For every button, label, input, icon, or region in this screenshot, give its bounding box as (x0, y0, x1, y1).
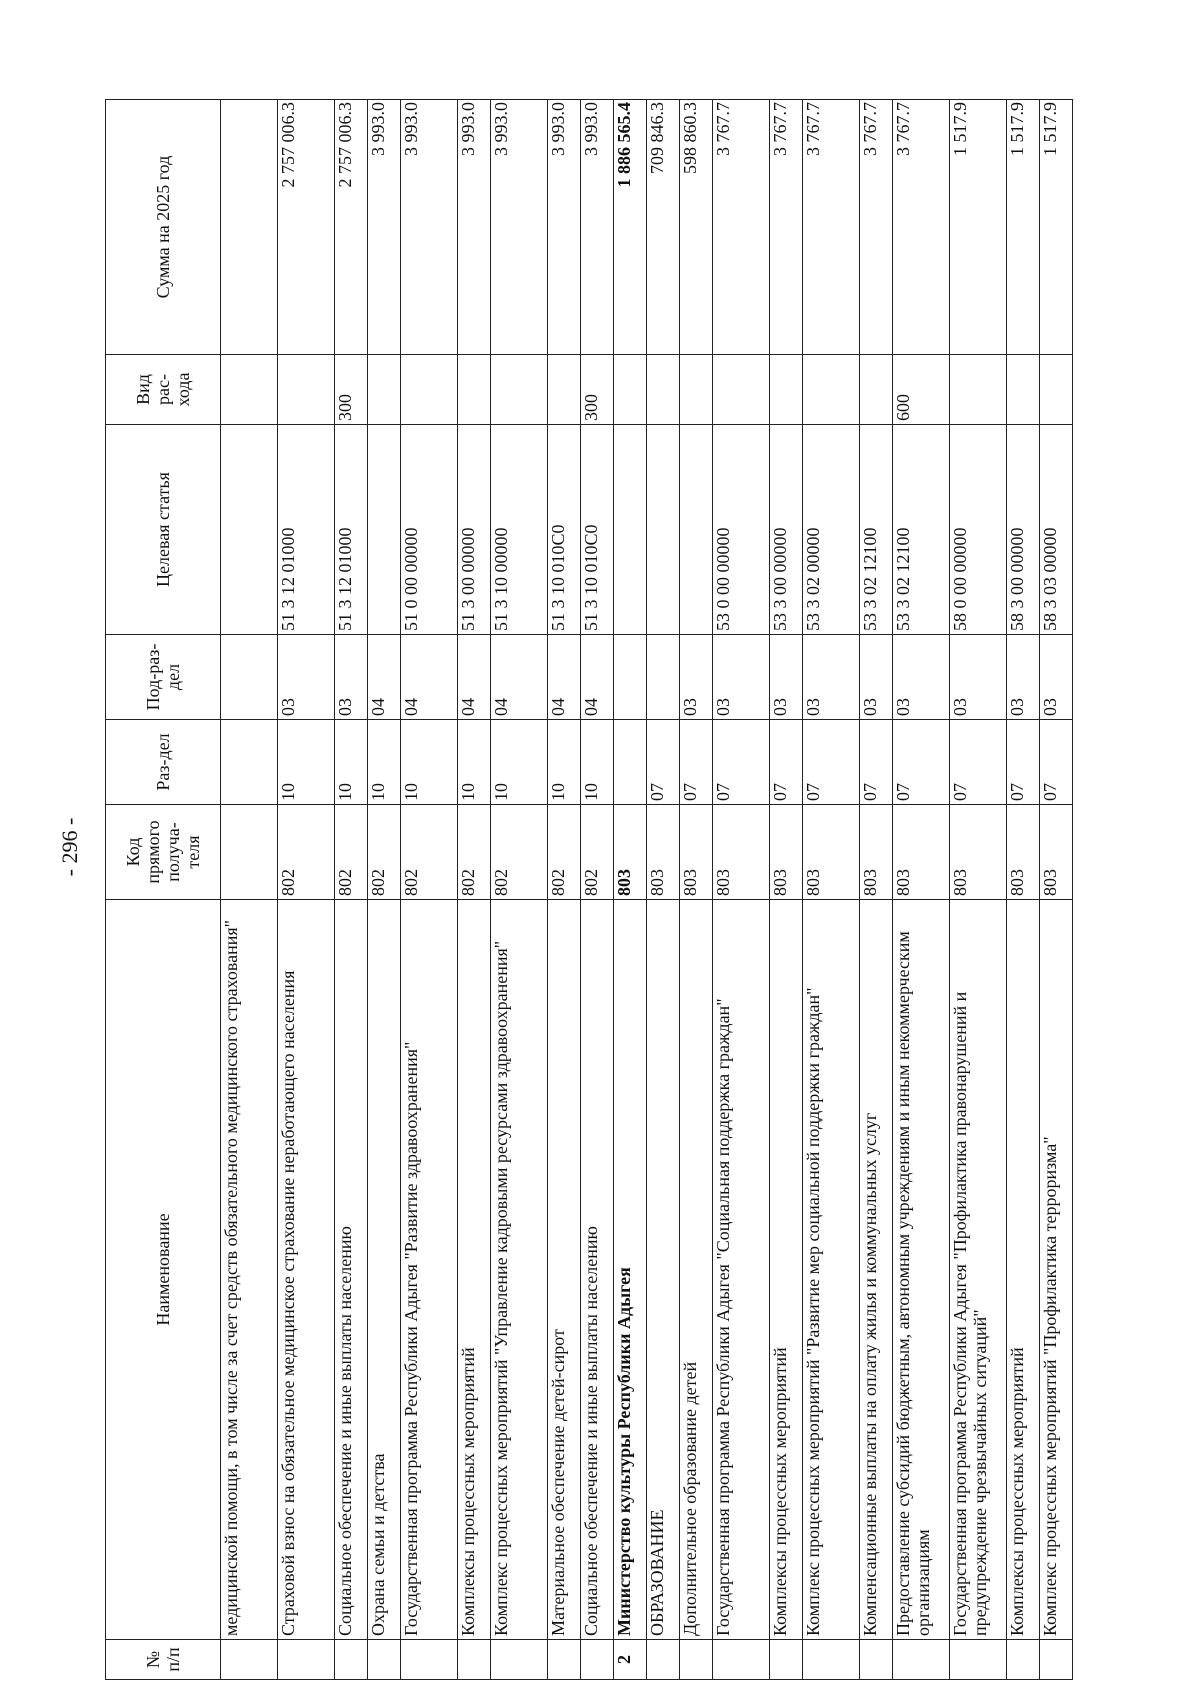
cell-section: 10 (278, 720, 335, 805)
table-row (614, 100, 647, 1680)
table-row (581, 100, 614, 1680)
cell-target (614, 425, 647, 635)
cell-expense-type (647, 355, 680, 425)
cell-sum: 3 767.7 (860, 100, 893, 355)
header-sum: Сумма на 2025 год (106, 100, 221, 355)
cell-recipient: 802 (401, 805, 458, 900)
cell-subsection: 03 (713, 635, 770, 720)
cell-subsection: 03 (680, 635, 713, 720)
header-recipient: Код прямого получа-теля (106, 805, 221, 900)
cell-subsection: 04 (491, 635, 548, 720)
page-number: - 296 - (57, 817, 82, 877)
cell-num (680, 1640, 713, 1680)
cell-sum: 3 767.7 (713, 100, 770, 355)
cell-recipient: 802 (458, 805, 491, 900)
table-row (548, 100, 581, 1680)
cell-target: 51 3 12 01000 (278, 425, 335, 635)
cell-section: 07 (713, 720, 770, 805)
table-row (893, 100, 950, 1680)
cell-target: 51 3 10 010C0 (548, 425, 581, 635)
cell-subsection: 03 (1040, 635, 1073, 720)
cell-subsection: 03 (770, 635, 803, 720)
cell-subsection: 03 (803, 635, 860, 720)
cell-name: Компенсационные выплаты на оплату жилья и коммунальных услуг (860, 900, 893, 1640)
cell-recipient: 802 (278, 805, 335, 900)
cell-num (368, 1640, 401, 1680)
cell-name: Комплекс процессных мероприятий "Профилактика терроризма" (1040, 900, 1073, 1640)
cell-sum: 3 767.7 (770, 100, 803, 355)
cell-num (950, 1640, 1007, 1680)
cell-recipient: 803 (860, 805, 893, 900)
cell-sum (221, 100, 278, 355)
table-row (680, 100, 713, 1680)
cell-section: 07 (647, 720, 680, 805)
cell-sum: 1 517.9 (1040, 100, 1073, 355)
cell-name: Комплексы процессных мероприятий (458, 900, 491, 1640)
cell-sum: 2 757 006.3 (278, 100, 335, 355)
cell-expense-type: 600 (893, 355, 950, 425)
cell-recipient: 803 (893, 805, 950, 900)
cell-expense-type (278, 355, 335, 425)
cell-num (548, 1640, 581, 1680)
table-row (803, 100, 860, 1680)
cell-name: Охрана семьи и детства (368, 900, 401, 1640)
cell-name: Предоставление субсидий бюджетным, автономным учреждениям и иным некоммерческим организациям (893, 900, 950, 1640)
cell-subsection: 04 (548, 635, 581, 720)
header-target: Целевая статья (106, 425, 221, 635)
cell-expense-type: 300 (335, 355, 368, 425)
cell-num (335, 1640, 368, 1680)
cell-recipient: 802 (491, 805, 548, 900)
cell-expense-type (770, 355, 803, 425)
cell-target: 51 3 10 00000 (491, 425, 548, 635)
cell-expense-type (803, 355, 860, 425)
cell-sum: 3 993.0 (491, 100, 548, 355)
cell-sum: 3 767.7 (803, 100, 860, 355)
cell-section: 07 (860, 720, 893, 805)
cell-target: 51 3 00 00000 (458, 425, 491, 635)
cell-target (221, 425, 278, 635)
cell-expense-type: 300 (581, 355, 614, 425)
cell-name: Государственная программа Республики Адыгея "Развитие здравоохранения" (401, 900, 458, 1640)
cell-subsection: 04 (458, 635, 491, 720)
header-name: Наименование (106, 900, 221, 1640)
cell-subsection: 03 (1007, 635, 1040, 720)
cell-name: Комплексы процессных мероприятий (770, 900, 803, 1640)
cell-num (713, 1640, 770, 1680)
table-row (221, 100, 278, 1680)
cell-num (401, 1640, 458, 1680)
table-row (713, 100, 770, 1680)
cell-sum: 2 757 006.3 (335, 100, 368, 355)
cell-sum: 1 517.9 (950, 100, 1007, 355)
cell-target: 53 3 02 12100 (860, 425, 893, 635)
cell-name: Материальное обеспечение детей-сирот (548, 900, 581, 1640)
cell-recipient (221, 805, 278, 900)
cell-target: 58 3 03 00000 (1040, 425, 1073, 635)
cell-section: 07 (680, 720, 713, 805)
cell-num: 2 (614, 1640, 647, 1680)
cell-section: 07 (950, 720, 1007, 805)
cell-recipient: 802 (581, 805, 614, 900)
cell-sum: 709 846.3 (647, 100, 680, 355)
cell-expense-type (1007, 355, 1040, 425)
table-row (401, 100, 458, 1680)
cell-num (647, 1640, 680, 1680)
table-row (368, 100, 401, 1680)
cell-subsection: 03 (860, 635, 893, 720)
cell-name: Комплекс процессных мероприятий "Управление кадровыми ресурсами здравоохранения" (491, 900, 548, 1640)
cell-num (803, 1640, 860, 1680)
cell-subsection (647, 635, 680, 720)
table-header-row (106, 100, 221, 1680)
cell-name: ОБРАЗОВАНИЕ (647, 900, 680, 1640)
cell-target: 51 0 00 00000 (401, 425, 458, 635)
cell-recipient: 803 (647, 805, 680, 900)
cell-recipient: 803 (950, 805, 1007, 900)
header-expense-type: Вид рас-хода (106, 355, 221, 425)
cell-subsection (221, 635, 278, 720)
cell-expense-type (458, 355, 491, 425)
cell-num (893, 1640, 950, 1680)
header-num: № п/п (106, 1640, 221, 1680)
cell-sum: 3 767.7 (893, 100, 950, 355)
cell-target (680, 425, 713, 635)
cell-section: 10 (491, 720, 548, 805)
header-section: Раз-дел (106, 720, 221, 805)
cell-recipient: 803 (1007, 805, 1040, 900)
cell-sum: 1 517.9 (1007, 100, 1040, 355)
cell-expense-type (614, 355, 647, 425)
cell-expense-type (491, 355, 548, 425)
cell-name: Социальное обеспечение и иные выплаты населению (581, 900, 614, 1640)
cell-target: 53 3 02 00000 (803, 425, 860, 635)
cell-target: 53 3 00 00000 (770, 425, 803, 635)
cell-target (647, 425, 680, 635)
cell-sum: 3 993.0 (581, 100, 614, 355)
cell-subsection: 04 (581, 635, 614, 720)
cell-section (614, 720, 647, 805)
cell-recipient: 803 (713, 805, 770, 900)
cell-subsection: 03 (950, 635, 1007, 720)
cell-expense-type (221, 355, 278, 425)
cell-recipient: 803 (1040, 805, 1073, 900)
cell-expense-type (1040, 355, 1073, 425)
cell-expense-type (950, 355, 1007, 425)
cell-name: Социальное обеспечение и иные выплаты населению (335, 900, 368, 1640)
cell-num (581, 1640, 614, 1680)
table-row (770, 100, 803, 1680)
cell-expense-type (401, 355, 458, 425)
cell-sum: 3 993.0 (458, 100, 491, 355)
cell-section (221, 720, 278, 805)
cell-recipient: 803 (803, 805, 860, 900)
cell-section: 10 (458, 720, 491, 805)
cell-num (221, 1640, 278, 1680)
table-row (647, 100, 680, 1680)
cell-expense-type (368, 355, 401, 425)
cell-num (458, 1640, 491, 1680)
cell-name: Министерство культуры Республики Адыгея (614, 900, 647, 1640)
budget-table (105, 100, 1060, 1680)
cell-name: Страховой взнос на обязательное медицинское страхование неработающего населения (278, 900, 335, 1640)
cell-subsection: 04 (368, 635, 401, 720)
cell-recipient: 802 (368, 805, 401, 900)
cell-target (368, 425, 401, 635)
cell-recipient: 802 (548, 805, 581, 900)
table-row (335, 100, 368, 1680)
cell-subsection: 04 (401, 635, 458, 720)
cell-name: Комплекс процессных мероприятий "Развитие мер социальной поддержки граждан" (803, 900, 860, 1640)
cell-num (1040, 1640, 1073, 1680)
table-row (950, 100, 1007, 1680)
cell-num (770, 1640, 803, 1680)
table-row (860, 100, 893, 1680)
cell-num (278, 1640, 335, 1680)
cell-subsection: 03 (278, 635, 335, 720)
header-subsection: Под-раз-дел (106, 635, 221, 720)
cell-recipient: 802 (335, 805, 368, 900)
cell-recipient: 803 (680, 805, 713, 900)
cell-name: медицинской помощи, в том числе за счет средств обязательного медицинского страхования" (221, 900, 278, 1640)
cell-name: Дополнительное образование детей (680, 900, 713, 1640)
table-row (458, 100, 491, 1680)
cell-subsection: 03 (335, 635, 368, 720)
cell-num (1007, 1640, 1040, 1680)
cell-name: Комплексы процессных мероприятий (1007, 900, 1040, 1640)
cell-section: 10 (548, 720, 581, 805)
cell-target: 58 0 00 00000 (950, 425, 1007, 635)
cell-recipient: 803 (614, 805, 647, 900)
cell-recipient: 803 (770, 805, 803, 900)
cell-sum: 3 993.0 (401, 100, 458, 355)
cell-target: 58 3 00 00000 (1007, 425, 1040, 635)
cell-expense-type (860, 355, 893, 425)
cell-target: 53 3 02 12100 (893, 425, 950, 635)
cell-target: 51 3 12 01000 (335, 425, 368, 635)
cell-sum: 3 993.0 (548, 100, 581, 355)
cell-target: 53 0 00 00000 (713, 425, 770, 635)
cell-target: 51 3 10 010C0 (581, 425, 614, 635)
cell-section: 07 (1040, 720, 1073, 805)
table-row (491, 100, 548, 1680)
cell-expense-type (548, 355, 581, 425)
cell-sum: 598 860.3 (680, 100, 713, 355)
cell-section: 10 (368, 720, 401, 805)
cell-name: Государственная программа Республики Адыгея "Профилактика правонарушений и предупреждение чрезвычайных ситуаций" (950, 900, 1007, 1640)
cell-expense-type (713, 355, 770, 425)
cell-section: 07 (770, 720, 803, 805)
cell-subsection (614, 635, 647, 720)
cell-name: Государственная программа Республики Адыгея "Социальная поддержка граждан" (713, 900, 770, 1640)
table-row (1040, 100, 1073, 1680)
cell-sum: 1 886 565.4 (614, 100, 647, 355)
cell-num (491, 1640, 548, 1680)
table-row (1007, 100, 1040, 1680)
cell-section: 07 (893, 720, 950, 805)
cell-section: 07 (803, 720, 860, 805)
cell-num (860, 1640, 893, 1680)
cell-section: 07 (1007, 720, 1040, 805)
cell-section: 10 (335, 720, 368, 805)
cell-sum: 3 993.0 (368, 100, 401, 355)
cell-section: 10 (581, 720, 614, 805)
cell-subsection: 03 (893, 635, 950, 720)
table-row (278, 100, 335, 1680)
cell-expense-type (680, 355, 713, 425)
cell-section: 10 (401, 720, 458, 805)
